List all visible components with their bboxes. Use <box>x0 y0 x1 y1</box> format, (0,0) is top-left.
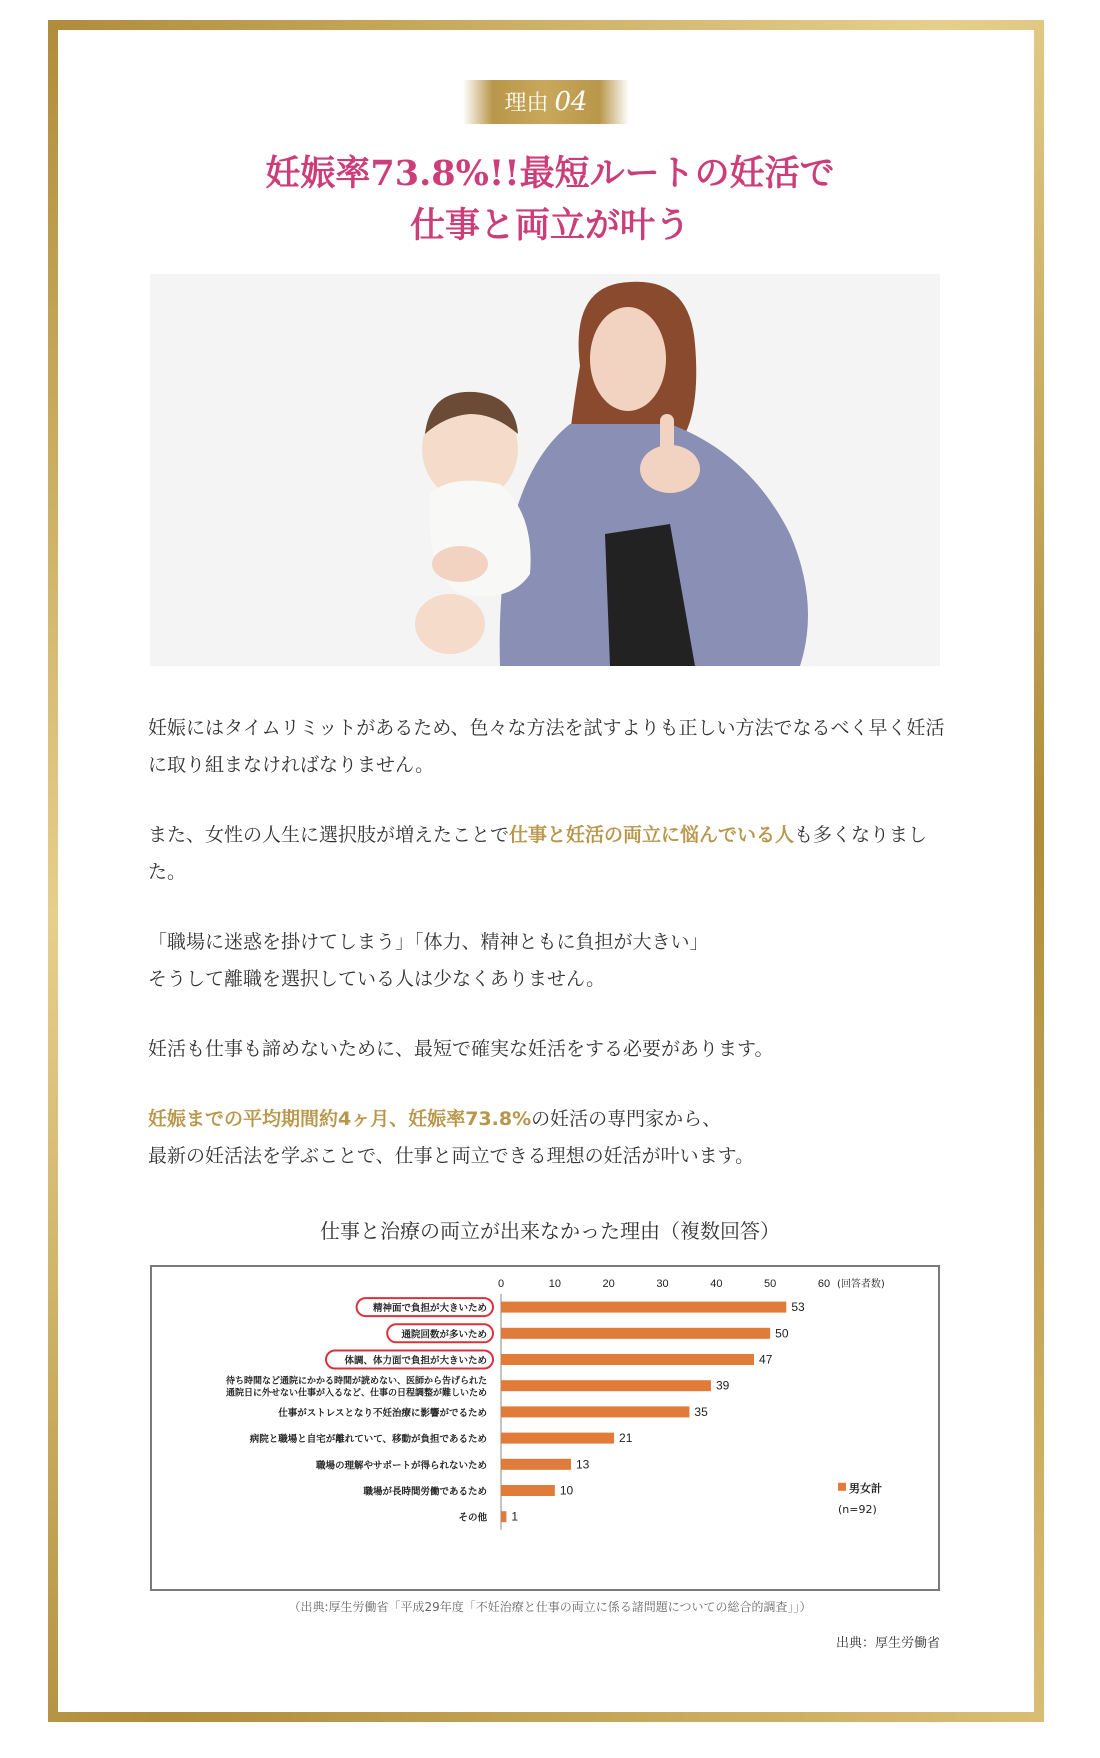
paragraph-4: 妊活も仕事も諦めないために、最短で確実な妊活をする必要があります。 <box>148 1038 774 1060</box>
x-tick-label: 10 <box>548 1278 561 1290</box>
bar <box>501 1302 786 1313</box>
category-label: 仕事がストレスとなり不妊治療に影響がでるため <box>278 1407 487 1419</box>
bar <box>501 1380 711 1391</box>
data-label: 1 <box>511 1509 519 1524</box>
data-label: 35 <box>694 1404 708 1419</box>
data-label: 21 <box>619 1431 633 1446</box>
axis-unit-label: (回答者数) <box>837 1279 885 1290</box>
x-tick-label: 20 <box>602 1278 615 1290</box>
category-label: 待ち時間など通院にかかる時間が読めない、医師から告げられた <box>225 1376 487 1387</box>
data-label: 10 <box>559 1483 574 1498</box>
legend-swatch <box>838 1483 846 1491</box>
bar <box>501 1485 555 1496</box>
p3-line1: 「職場に迷惑を掛けてしまう」「体力、精神ともに負担が大きい」 <box>148 931 709 953</box>
paragraph-3 <box>148 924 948 998</box>
headline-line1: 妊娠率73.8%!!最短ルートの妊活で <box>265 153 835 194</box>
headline-line2: 仕事と両立が叶う <box>409 205 690 246</box>
category-label: 通院日に外せない仕事が入るなど、仕事の日程調整が難しいため <box>225 1388 487 1399</box>
reason-badge <box>463 80 629 124</box>
chart-caption: （出典:厚生労働省「平成29年度「不妊治療と仕事の両立に係る諸問題についての総合的調査」」） <box>288 1600 812 1614</box>
bar <box>501 1433 614 1444</box>
data-label: 47 <box>759 1352 773 1367</box>
paragraph-2 <box>148 817 948 891</box>
bar <box>501 1459 571 1470</box>
headline <box>100 148 1000 252</box>
x-tick-label: 0 <box>497 1278 505 1290</box>
category-label: 職場の理解やサポートが得られないため <box>315 1460 487 1472</box>
legend-label: 男女計 <box>849 1481 882 1495</box>
p3-line2: そうして離職を選択している人は少なくありません。 <box>148 968 606 990</box>
category-label: 病院と職場と自宅が離れていて、移動が負担であるため <box>249 1434 487 1446</box>
category-label: 通院回数が多いため <box>401 1329 487 1341</box>
data-label: 50 <box>775 1326 789 1341</box>
p2-highlight: 仕事と妊活の両立に悩んでいる人 <box>509 824 795 846</box>
bar-chart <box>152 1267 938 1589</box>
bar <box>501 1511 506 1522</box>
x-tick-label: 30 <box>656 1278 669 1290</box>
category-label: 精神面で負担が大きいため <box>372 1303 487 1315</box>
legend-n: (n=92) <box>838 1502 877 1516</box>
paragraph-5 <box>148 1101 948 1175</box>
category-label: 体調、体力面で負担が大きいため <box>344 1355 487 1367</box>
category-label: 職場が長時間労働であるため <box>363 1486 487 1498</box>
source-credit: 出典：厚生労働省 <box>835 1636 940 1651</box>
x-tick-label: 40 <box>710 1278 723 1290</box>
bar <box>501 1354 754 1365</box>
bar <box>501 1406 689 1417</box>
x-tick-label: 50 <box>764 1278 777 1290</box>
x-tick-label: 60 <box>817 1278 831 1290</box>
chart-title: 仕事と治療の両立が出来なかった理由（複数回答） <box>320 1219 780 1243</box>
body-text <box>148 710 948 1208</box>
chart-box <box>150 1265 940 1591</box>
p5-line2: 最新の妊活法を学ぶことで、仕事と両立できる理想の妊活が叶います。 <box>148 1145 755 1167</box>
p5-text-after: の妊活の専門家から、 <box>531 1108 722 1130</box>
reason-label: 理由 <box>504 91 549 116</box>
data-label: 13 <box>575 1457 590 1472</box>
p2-text-before: また、女性の人生に選択肢が増えたことで <box>148 824 510 846</box>
p5-highlight: 妊娠までの平均期間約4ヶ月、妊娠率73.8% <box>148 1108 532 1130</box>
bar <box>501 1328 770 1339</box>
mother-baby-photo <box>150 274 940 666</box>
data-label: 39 <box>715 1378 730 1393</box>
reason-number: 04 <box>554 87 588 117</box>
data-label: 53 <box>791 1300 805 1315</box>
p2-text-after: も多くなりました。 <box>148 824 928 883</box>
photo-illustration <box>150 274 940 666</box>
paragraph-1: 妊娠にはタイムリミットがあるため、色々な方法を試すよりも正しい方法でなるべく早く妊活に取り組まなければなりません。 <box>148 717 945 776</box>
category-label: その他 <box>458 1512 487 1524</box>
